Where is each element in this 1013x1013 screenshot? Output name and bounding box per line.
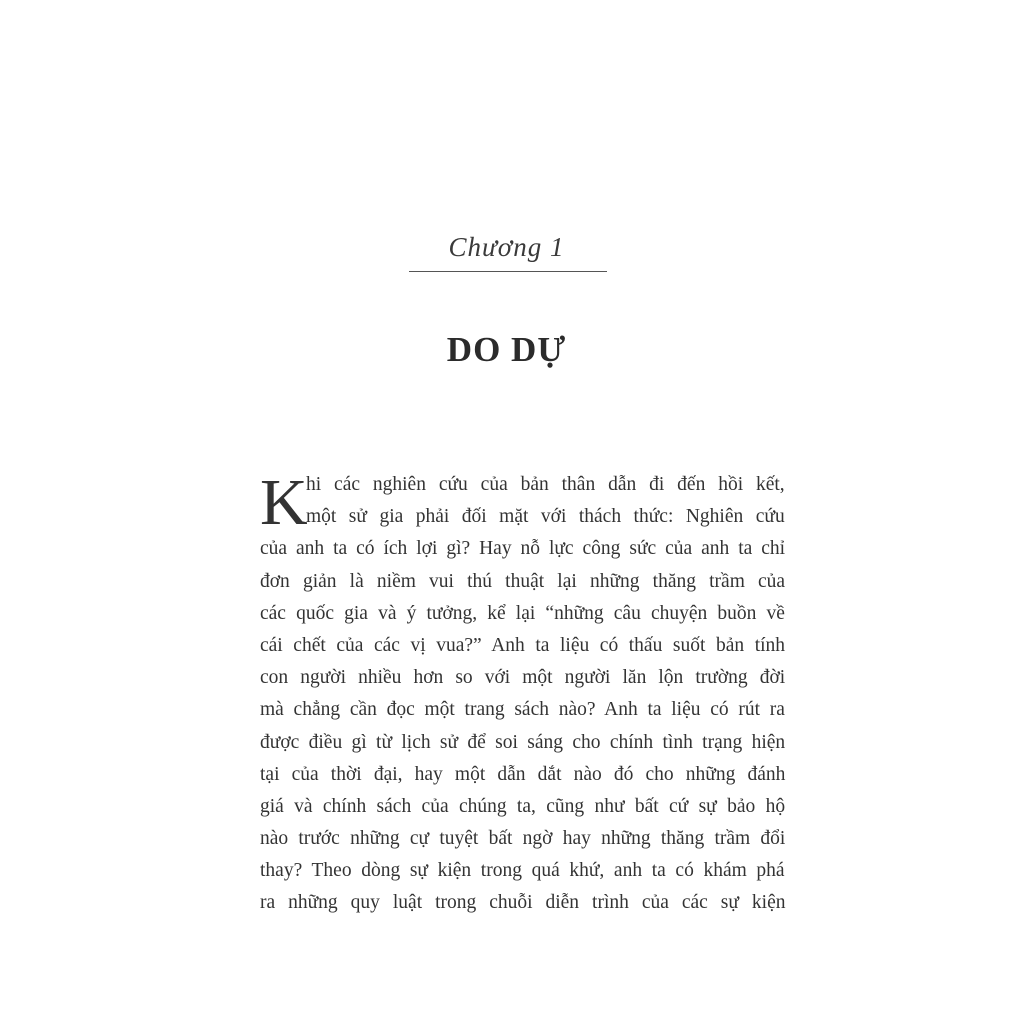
text-line: các quốc gia và ý tưởng, kể lại “những câu chuyện buồn về (260, 602, 785, 624)
text-line: nào trước những cự tuyệt bất ngờ hay những thăng trầm đổi (260, 828, 786, 850)
text-line: đơn giản là niềm vui thú thuật lại những thăng trầm của (260, 570, 786, 592)
text-line: ra những quy luật trong chuỗi diễn trình của các sự kiện (260, 892, 786, 914)
text-line: con người nhiều hơn so với một người lăn lộn trường đời (260, 667, 786, 689)
text-line: được điều gì từ lịch sử để soi sáng cho chính tình trạng hiện (260, 731, 786, 753)
text-line: hi các nghiên cứu của bản thân dẫn đi đến hồi kết, (306, 474, 785, 495)
body-paragraph (260, 466, 786, 920)
text-line: mà chẳng cần đọc một trang sách nào? Anh ta liệu có rút ra (260, 699, 785, 721)
chapter-label: Chương 1 (448, 232, 565, 262)
text-line: thay? Theo dòng sự kiện trong quá khứ, anh ta có khám phá (260, 860, 785, 882)
text-line: cái chết của các vị vua?” Anh ta liệu có thấu suốt bản tính (260, 634, 786, 656)
text-line: tại của thời đại, hay một dẫn dắt nào đó cho những đánh (260, 763, 786, 785)
text-line: giá và chính sách của chúng ta, cũng như bất cứ sự bảo hộ (260, 795, 786, 817)
chapter-title: DO DỰ (446, 330, 567, 369)
chapter-divider (409, 271, 607, 272)
text-line: một sử gia phải đối mặt với thách thức: Nghiên cứu (306, 506, 785, 528)
text-line: của anh ta có ích lợi gì? Hay nỗ lực công sức của anh ta chỉ (260, 538, 786, 560)
drop-cap: K (260, 466, 308, 539)
